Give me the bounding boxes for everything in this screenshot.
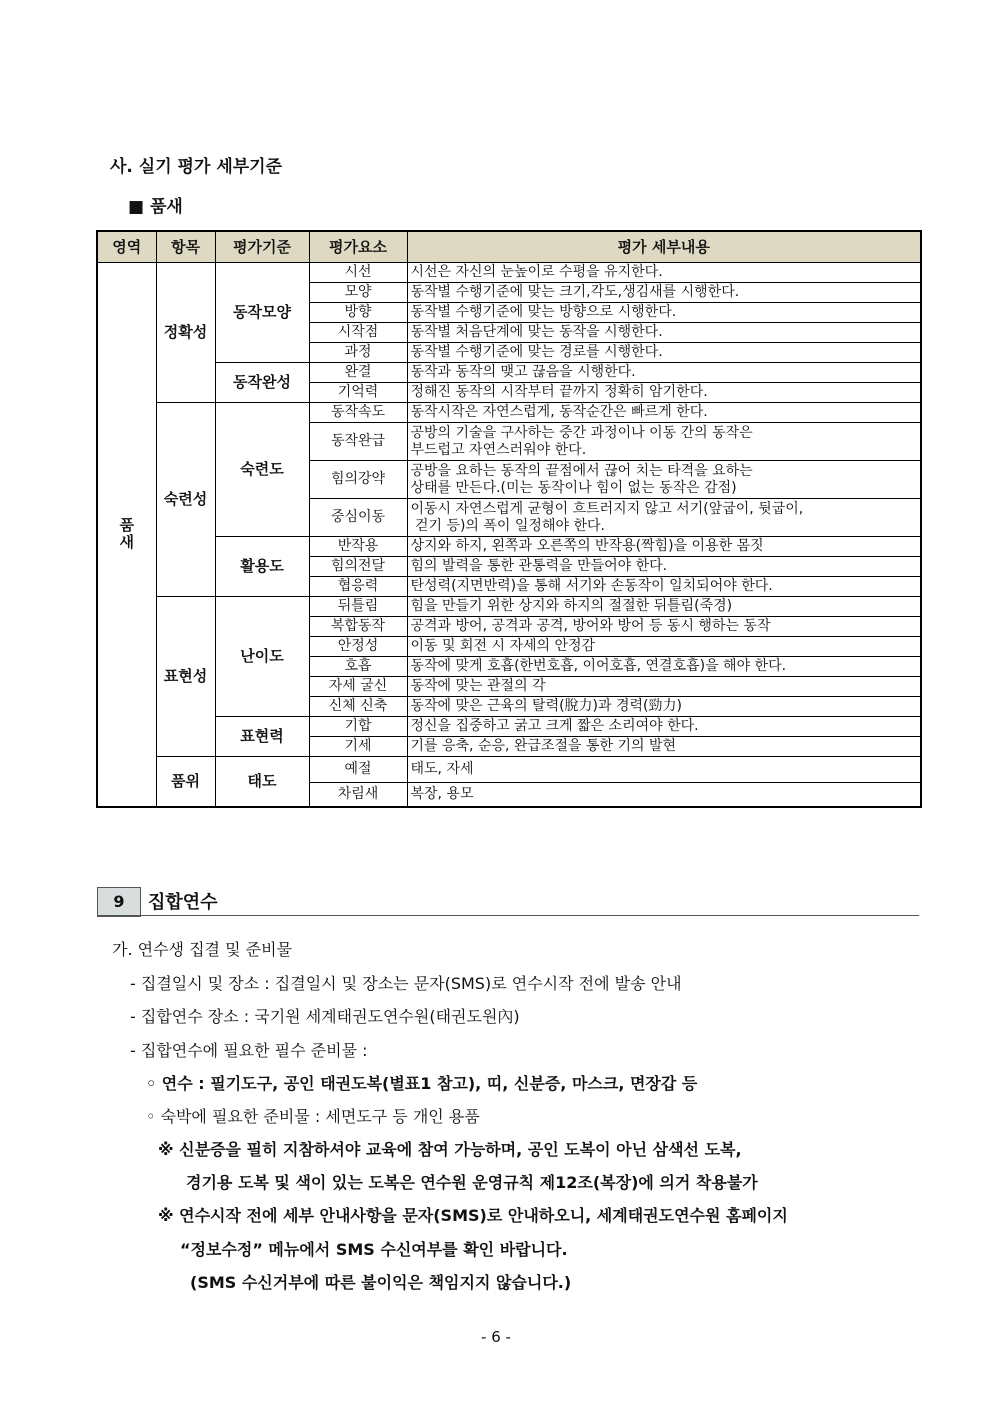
element-cell: 호흡 <box>309 657 407 677</box>
detail-cell: 기를 응축, 순응, 완급조절을 통한 기의 발현 <box>407 737 921 757</box>
header-detail: 평가 세부내용 <box>407 231 921 263</box>
header-area: 영역 <box>97 231 156 263</box>
element-cell: 시선 <box>309 263 407 283</box>
detail-cell: 태도, 자세 <box>407 757 921 783</box>
detail-cell: 정해진 동작의 시작부터 끝까지 정확히 암기한다. <box>407 383 921 403</box>
category-expression: 표현성 <box>156 597 215 757</box>
detail-cell: 힘의 발력을 통한 관통력을 만들어야 한다. <box>407 557 921 577</box>
table-row <box>97 263 921 283</box>
element-cell: 완결 <box>309 363 407 383</box>
element-cell: 뒤틀림 <box>309 597 407 617</box>
detail-cell: 상지와 하지, 왼쪽과 오른쪽의 반작용(짝힘)을 이용한 몸짓 <box>407 537 921 557</box>
detail-cell: 동작별 수행기준에 맞는 방향으로 시행한다. <box>407 303 921 323</box>
category-dignity: 품위 <box>156 757 215 807</box>
criterion-attitude: 태도 <box>215 757 309 807</box>
detail-cell: 탄성력(지면반력)을 통해 서기와 손동작이 일치되어야 한다. <box>407 577 921 597</box>
list-item: - 집합연수에 필요한 필수 준비물 : <box>130 1041 368 1060</box>
detail-cell: 공방의 기술을 구사하는 중간 과정이나 이동 간의 동작은 부드럽고 자연스러워야 한다. <box>407 423 921 461</box>
table-row <box>97 403 921 423</box>
element-cell: 힘의강약 <box>309 461 407 499</box>
criterion-skill-level: 숙련도 <box>215 403 309 537</box>
criterion-expressiveness: 표현력 <box>215 717 309 757</box>
element-cell: 기억력 <box>309 383 407 403</box>
detail-cell: 동작에 맞은 근육의 탈력(脫力)과 경력(勁力) <box>407 697 921 717</box>
detail-cell: 정신을 집중하고 굵고 크게 짧은 소리여야 한다. <box>407 717 921 737</box>
element-cell: 예절 <box>309 757 407 783</box>
notice-line: “정보수정” 메뉴에서 SMS 수신여부를 확인 바랍니다. <box>180 1240 568 1259</box>
criterion-motion-completion: 동작완성 <box>215 363 309 403</box>
detail-cell: 동작별 수행기준에 맞는 경로를 시행한다. <box>407 343 921 363</box>
table-row <box>97 363 921 383</box>
category-accuracy: 정확성 <box>156 263 215 403</box>
table-row <box>97 597 921 617</box>
detail-cell: 동작시작은 자연스럽게, 동작순간은 빠르게 한다. <box>407 403 921 423</box>
evaluation-table <box>96 230 922 808</box>
table-row <box>97 757 921 783</box>
subsection-heading: 가. 연수생 집결 및 준비물 <box>112 940 292 959</box>
criterion-motion-shape: 동작모양 <box>215 263 309 363</box>
element-cell: 동작속도 <box>309 403 407 423</box>
sub-heading: ■ 품새 <box>128 197 183 217</box>
element-cell: 기합 <box>309 717 407 737</box>
detail-cell: 동작별 수행기준에 맞는 크기,각도,생김새를 시행한다. <box>407 283 921 303</box>
element-cell: 모양 <box>309 283 407 303</box>
list-item: - 집합연수 장소 : 국기원 세계태권도연수원(태권도원內) <box>130 1007 520 1026</box>
list-item: ◦ 숙박에 필요한 준비물 : 세면도구 등 개인 용품 <box>146 1107 480 1126</box>
header-item: 항목 <box>156 231 215 263</box>
section-divider <box>97 915 919 916</box>
list-item: ◦ 연수 : 필기도구, 공인 태권도복(별표1 참고), 띠, 신분증, 마스크, 면장갑 등 <box>146 1074 698 1093</box>
section-number-badge: 9 <box>97 887 141 917</box>
element-cell: 기세 <box>309 737 407 757</box>
element-cell: 협응력 <box>309 577 407 597</box>
element-cell: 방향 <box>309 303 407 323</box>
detail-cell: 복장, 용모 <box>407 783 921 807</box>
header-element: 평가요소 <box>309 231 407 263</box>
element-cell: 힘의전달 <box>309 557 407 577</box>
element-cell: 신체 신축 <box>309 697 407 717</box>
list-item: - 집결일시 및 장소 : 집결일시 및 장소는 문자(SMS)로 연수시작 전에 발송 안내 <box>130 974 682 993</box>
detail-cell: 이동시 자연스럽게 균형이 흐트러지지 않고 서기(앞굽이, 뒷굽이, 걷기 등)의 폭이 일정해야 한다. <box>407 499 921 537</box>
section-heading: 사. 실기 평가 세부기준 <box>110 157 283 177</box>
detail-cell: 동작과 동작의 맺고 끊음을 시행한다. <box>407 363 921 383</box>
detail-cell: 동작에 맞게 호흡(한번호흡, 이어호흡, 연결호흡)을 해야 한다. <box>407 657 921 677</box>
criterion-difficulty: 난이도 <box>215 597 309 717</box>
detail-cell: 힘을 만들기 위한 상지와 하지의 절절한 뒤틀림(죽경) <box>407 597 921 617</box>
element-cell: 안정성 <box>309 637 407 657</box>
notice-line: (SMS 수신거부에 따른 불이익은 책임지지 않습니다.) <box>190 1273 572 1292</box>
element-cell: 복합동작 <box>309 617 407 637</box>
detail-cell: 이동 및 회전 시 자세의 안정감 <box>407 637 921 657</box>
criterion-application: 활용도 <box>215 537 309 597</box>
detail-cell: 동작에 맞는 관절의 각 <box>407 677 921 697</box>
page-number: - 6 - <box>481 1328 511 1346</box>
notice-line: ※ 신분증을 필히 지참하셔야 교육에 참여 가능하며, 공인 도복이 아닌 삼색선 도복, <box>158 1140 742 1159</box>
notice-line: 경기용 도복 및 색이 있는 도복은 연수원 운영규칙 제12조(복장)에 의거 착용불가 <box>186 1173 758 1192</box>
notice-line: ※ 연수시작 전에 세부 안내사항을 문자(SMS)로 안내하오니, 세계태권도연수원 홈페이지 <box>158 1206 788 1225</box>
header-criterion: 평가기준 <box>215 231 309 263</box>
element-cell: 자세 굴신 <box>309 677 407 697</box>
table-row <box>97 537 921 557</box>
detail-cell: 공격과 방어, 공격과 공격, 방어와 방어 등 동시 행하는 동작 <box>407 617 921 637</box>
detail-cell: 동작별 처음단계에 맞는 동작을 시행한다. <box>407 323 921 343</box>
area-cell: 품 새 <box>97 263 156 807</box>
element-cell: 시작점 <box>309 323 407 343</box>
section-title: 집합연수 <box>148 892 218 913</box>
element-cell: 중심이동 <box>309 499 407 537</box>
table-row <box>97 717 921 737</box>
element-cell: 과정 <box>309 343 407 363</box>
table-header-row <box>97 231 921 263</box>
element-cell: 동작완급 <box>309 423 407 461</box>
detail-cell: 시선은 자신의 눈높이로 수평을 유지한다. <box>407 263 921 283</box>
element-cell: 반작용 <box>309 537 407 557</box>
detail-cell: 공방을 요하는 동작의 끝점에서 끊어 치는 타격을 요하는 상태를 만든다.(미는 동작이나 힘이 없는 동작은 감점) <box>407 461 921 499</box>
element-cell: 차림새 <box>309 783 407 807</box>
category-proficiency: 숙련성 <box>156 403 215 597</box>
